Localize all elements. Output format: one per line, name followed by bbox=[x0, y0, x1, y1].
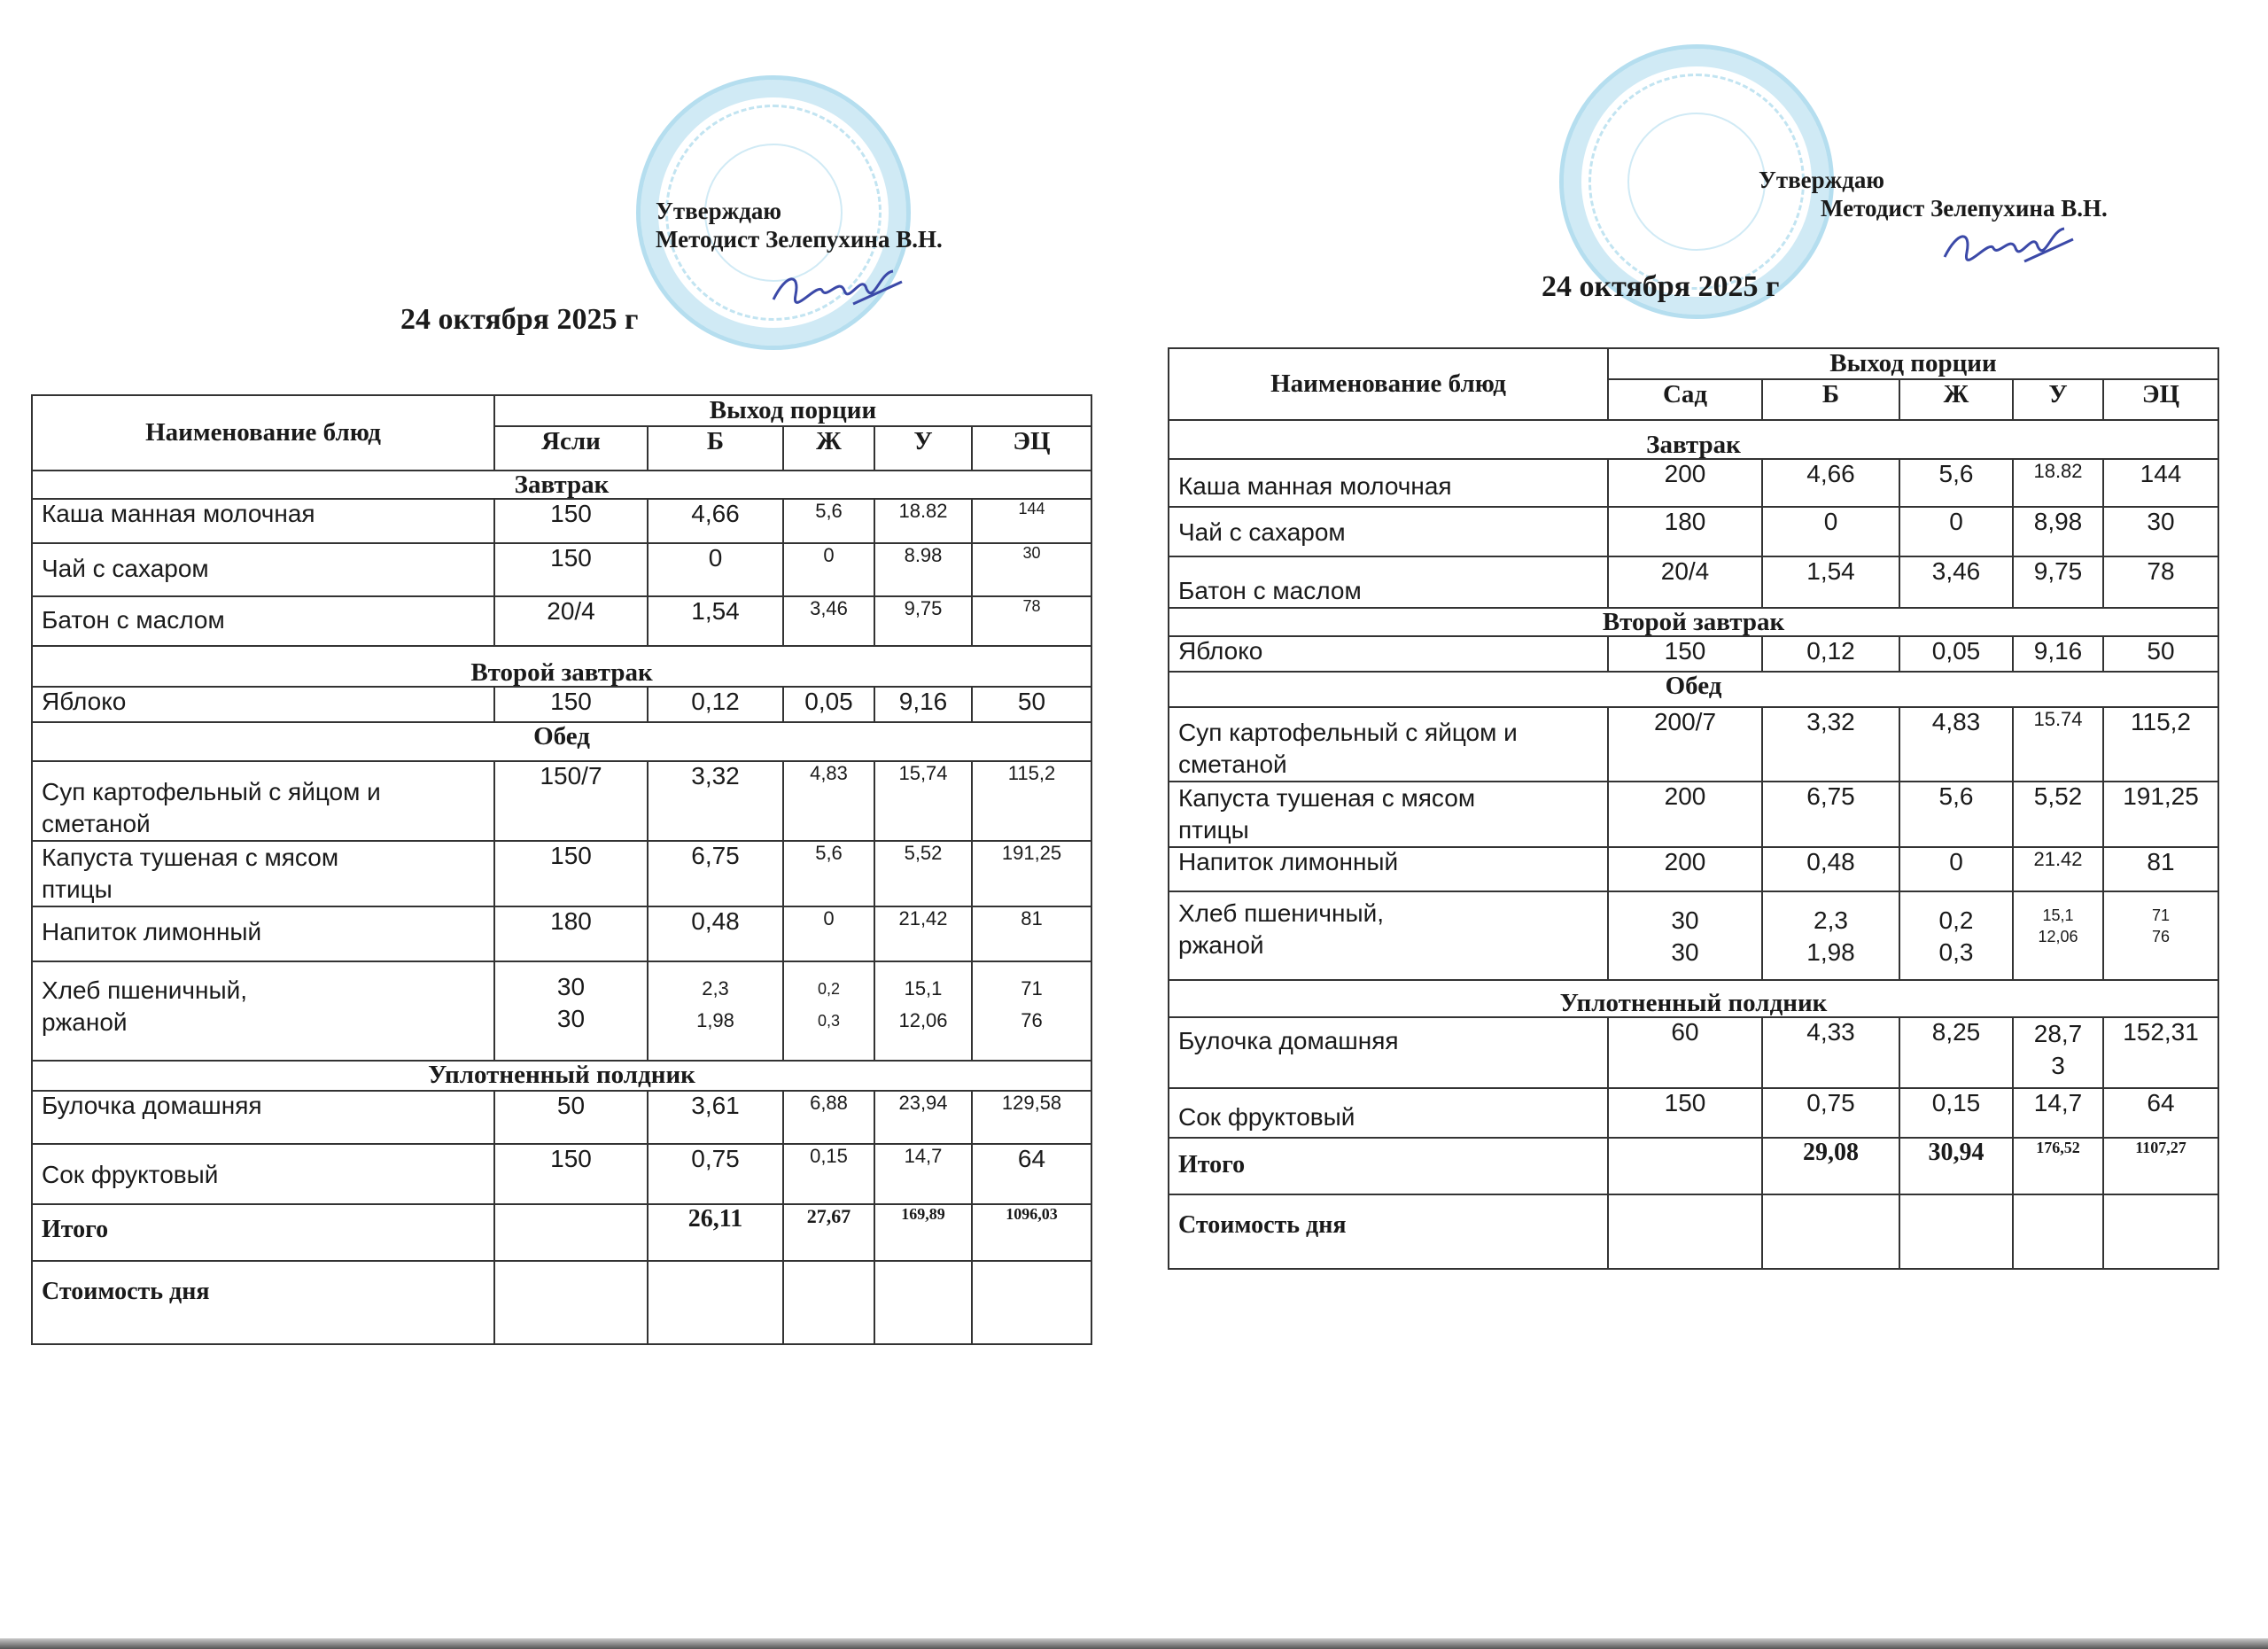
menu-table-right bbox=[1168, 347, 2219, 1270]
menu-table-left bbox=[31, 394, 1092, 1345]
header-fat: Ж bbox=[1899, 379, 2013, 420]
table-row: Батон с маслом 20/4 1,54 3,46 9,75 78 bbox=[32, 596, 1091, 646]
section-breakfast: Завтрак bbox=[32, 471, 1091, 499]
table-row: Сок фруктовый 150 0,75 0,15 14,7 64 bbox=[32, 1144, 1091, 1204]
table-row: Напиток лимонный 180 0,48 0 21,42 81 bbox=[32, 906, 1091, 961]
table-row: Каша манная молочная 200 4,66 5,6 18.82 144 bbox=[1169, 459, 2218, 507]
menu-date-right: 24 октября 2025 г bbox=[1542, 270, 1780, 303]
total-row: Итого 26,11 27,67 169,89 1096,03 bbox=[32, 1204, 1091, 1261]
menu-date-left: 24 октября 2025 г bbox=[400, 303, 639, 336]
section-breakfast: Завтрак bbox=[1169, 420, 2218, 459]
table-row: Хлеб пшеничный, ржаной 30 30 2,3 1,98 0,2 0,3 15,1 12,06 71 76 bbox=[1169, 891, 2218, 980]
header-dish-name: Наименование блюд bbox=[32, 395, 494, 471]
table-row: Чай с сахаром 180 0 0 8,98 30 bbox=[1169, 507, 2218, 556]
table-row: Батон с маслом 20/4 1,54 3,46 9,75 78 bbox=[1169, 556, 2218, 608]
approve-title: Утверждаю bbox=[1759, 167, 1885, 193]
table-row: Булочка домашняя 60 4,33 8,25 28,7 3 152,31 bbox=[1169, 1017, 2218, 1088]
header-fat: Ж bbox=[783, 426, 874, 471]
table-row: Напиток лимонный 200 0,48 0 21.42 81 bbox=[1169, 847, 2218, 891]
signature-right bbox=[1940, 222, 2082, 275]
header-carbs: У bbox=[2013, 379, 2103, 420]
table-row: Капуста тушеная с мясом птицы 150 6,75 5,6 5,52 191,25 bbox=[32, 841, 1091, 906]
approval-block-right bbox=[1759, 166, 2108, 222]
header-carbs: У bbox=[874, 426, 972, 471]
table-row: Суп картофельный с яйцом и сметаной 150/7 3,32 4,83 15,74 115,2 bbox=[32, 761, 1091, 841]
cost-row: Стоимость дня bbox=[1169, 1194, 2218, 1269]
header-protein: Б bbox=[648, 426, 783, 471]
header-yield: Выход порции bbox=[1608, 348, 2218, 379]
table-row: Каша манная молочная 150 4,66 5,6 18.82 144 bbox=[32, 499, 1091, 543]
table-row: Сок фруктовый 150 0,75 0,15 14,7 64 bbox=[1169, 1088, 2218, 1138]
header-age: Ясли bbox=[494, 426, 648, 471]
signature-left bbox=[769, 264, 911, 317]
header-protein: Б bbox=[1762, 379, 1899, 420]
table-row: Хлеб пшеничный, ржаной 30 30 2,3 1,98 0,2 0,3 15,1 12,06 71 76 bbox=[32, 961, 1091, 1061]
section-snack: Уплотненный полдник bbox=[32, 1061, 1091, 1091]
approver-name: Методист Зелепухина В.Н. bbox=[1821, 195, 2108, 222]
total-row: Итого 29,08 30,94 176,52 1107,27 bbox=[1169, 1138, 2218, 1194]
approval-block-left bbox=[656, 197, 943, 253]
table-row: Чай с сахаром 150 0 0 8.98 30 bbox=[32, 543, 1091, 596]
section-lunch: Обед bbox=[32, 722, 1091, 761]
table-row: Яблоко 150 0,12 0,05 9,16 50 bbox=[32, 687, 1091, 722]
section-second-breakfast: Второй завтрак bbox=[32, 646, 1091, 687]
table-row: Капуста тушеная с мясом птицы 200 6,75 5,6 5,52 191,25 bbox=[1169, 782, 2218, 847]
scanner-edge bbox=[0, 1638, 2268, 1649]
cost-row: Стоимость дня bbox=[32, 1261, 1091, 1344]
section-lunch: Обед bbox=[1169, 672, 2218, 707]
approve-title: Утверждаю bbox=[656, 198, 782, 224]
table-row: Булочка домашняя 50 3,61 6,88 23,94 129,58 bbox=[32, 1091, 1091, 1144]
table-row: Суп картофельный с яйцом и сметаной 200/7 3,32 4,83 15.74 115,2 bbox=[1169, 707, 2218, 782]
header-energy: ЭЦ bbox=[2103, 379, 2218, 420]
table-row: Яблоко 150 0,12 0,05 9,16 50 bbox=[1169, 636, 2218, 672]
header-age: Сад bbox=[1608, 379, 1762, 420]
header-yield: Выход порции bbox=[494, 395, 1091, 426]
approver-name: Методист Зелепухина В.Н. bbox=[656, 226, 943, 253]
section-snack: Уплотненный полдник bbox=[1169, 980, 2218, 1017]
section-second-breakfast: Второй завтрак bbox=[1169, 608, 2218, 636]
header-dish-name: Наименование блюд bbox=[1169, 348, 1608, 420]
header-energy: ЭЦ bbox=[972, 426, 1091, 471]
